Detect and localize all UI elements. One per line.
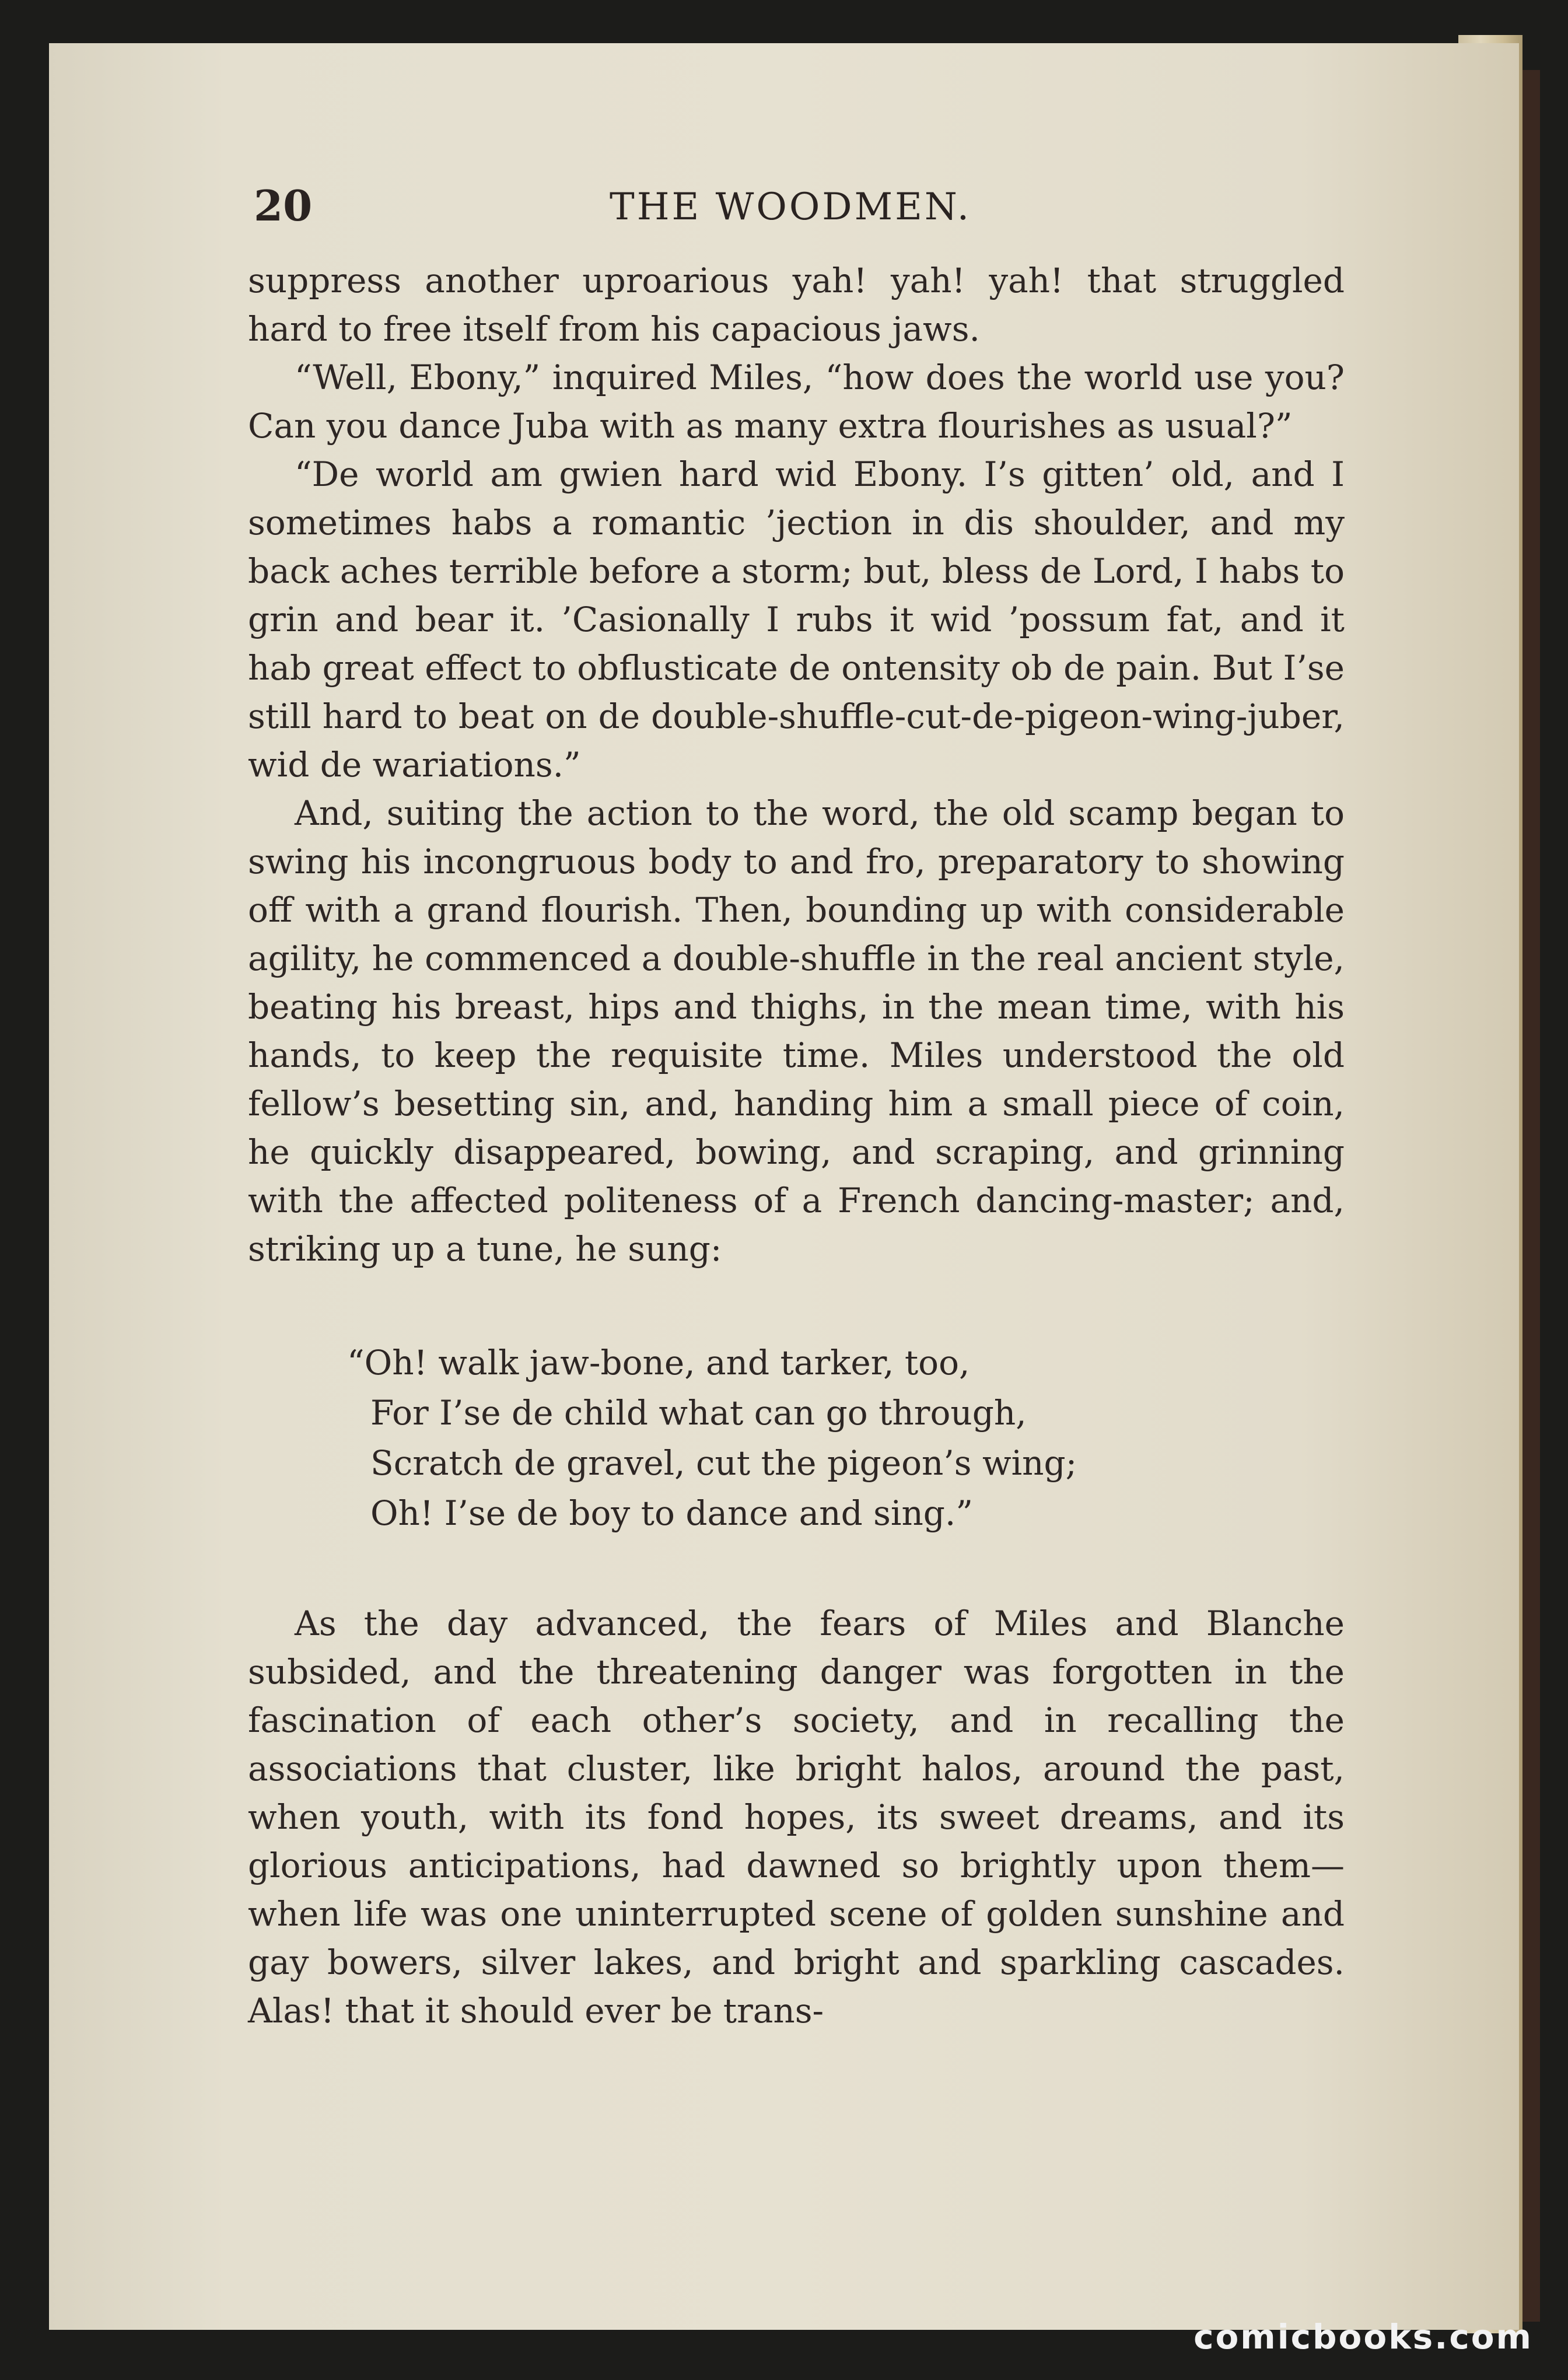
page-number: 20 <box>254 181 313 230</box>
body-text <box>248 257 1345 2035</box>
site-watermark: comicbooks.com <box>1194 2317 1533 2357</box>
paragraph-4: And, suiting the action to the word, the old scamp began to swing his incongruous body to and fro, preparatory to showing off with a grand flourish. Then, bounding up with considerable agility, he commenced a double-shuffle in the real ancient style, beating his breast, hips and thighs, in the mean time, with his hands, to keep the requisite time. Miles understood the old fellow’s besetting sin, and, handing him a small piece of coin, he quickly disappeared, bowing, and scraping, and grinning with the affected politeness of a French dancing-master; and, striking up a tune, he sung: <box>248 793 1345 1269</box>
running-head <box>254 181 1350 245</box>
running-title: THE WOODMEN. <box>610 186 972 229</box>
paragraph-3: “De world am gwien hard wid Ebony. I’s gitten’ old, and I sometimes habs a romantic ’jection in dis shoulder, and my back aches terrible before a storm; but, bless de Lord, I habs to grin and bear it. ’Casionally I rubs it wid ’possum fat, and it hab great effect to obflusticate de ontensity ob de pain. But I’se still hard to beat on de double-shuffle-cut-de-pigeon-wing-juber, wid de wariations.” <box>248 454 1345 785</box>
book-cover-edge <box>1522 70 1540 2322</box>
paragraph-2: “Well, Ebony,” inquired Miles, “how does the world use you? Can you dance Juba with as many extra flourishes as usual?” <box>248 358 1345 446</box>
paragraph-5: As the day advanced, the fears of Miles and Blanche subsided, and the threatening danger was forgotten in the fascination of each other’s society, and in recalling the associations that cluster, like bright halos, around the past, when youth, with its fond hopes, its sweet dreams, and its glorious anticipations, had dawned so brightly upon them—when life was one uninterrupted scene of golden sunshine and gay bowers, silver lakes, and bright and sparkling cascades. Alas! that it should ever be trans- <box>248 1604 1345 2031</box>
verse-line-3: Scratch de gravel, cut the pigeon’s wing; <box>370 1443 1077 1483</box>
song-verse <box>347 1338 1345 1538</box>
verse-line-1: “Oh! walk jaw-bone, and tarker, too, <box>347 1343 970 1382</box>
verse-line-4: Oh! I’se de boy to dance and sing.” <box>370 1493 974 1533</box>
verse-line-2: For I’se de child what can go through, <box>370 1393 1027 1433</box>
paragraph-1: suppress another uproarious yah! yah! yah! that struggled hard to free itself from his capacious jaws. <box>248 261 1345 349</box>
